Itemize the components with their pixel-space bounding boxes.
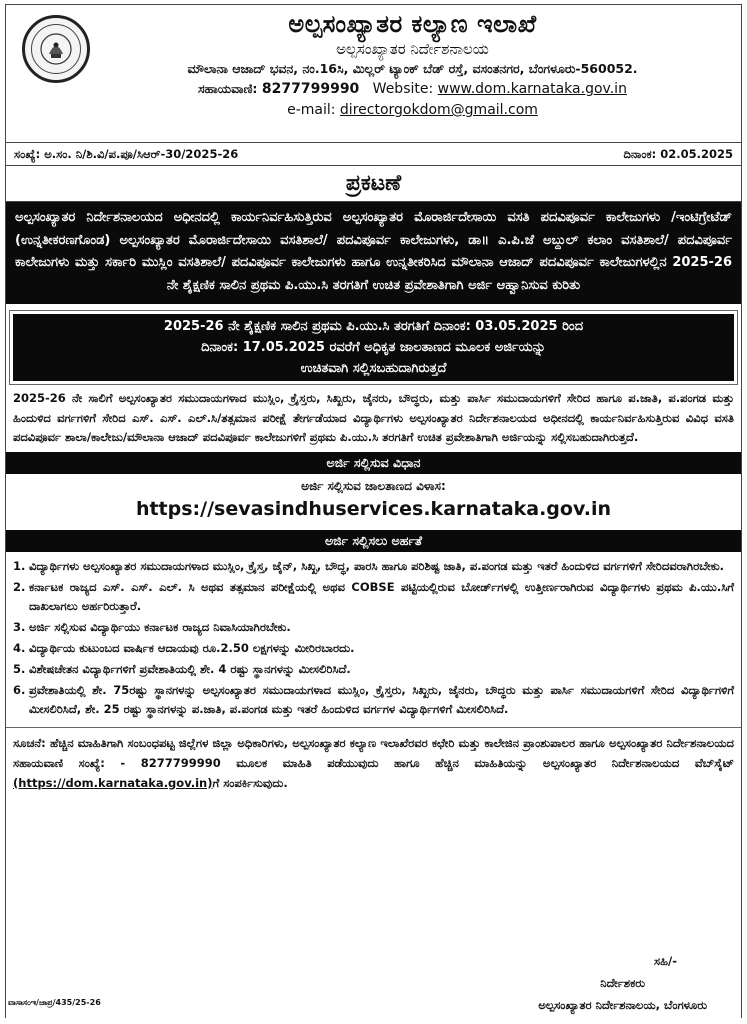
- dates-line-3: ಉಚಿತವಾಗಿ ಸಲ್ಲಿಸಬಹುದಾಗಿರುತ್ತದೆ: [300, 361, 447, 376]
- application-website-label: ಅರ್ಜಿ ಸಲ್ಲಿಸುವ ಜಾಲತಾಣದ ವಿಳಾಸ:: [301, 478, 446, 493]
- reference-number: ಸಂಖ್ಯೆ: ಅ.ಸಂ. ನಿ/ಶಿ.ವಿ/ಪ.ಪೂ/ಸಿಆರ್-30/2025-26: [14, 146, 239, 161]
- list-item: 1. ವಿದ್ಯಾರ್ಥಿಗಳು ಅಲ್ಪಸಂಖ್ಯಾತರ ಸಮುದಾಯಗಳಾದ ಮುಸ್ಲಿಂ, ಕ್ರೈಸ್ತ, ಜೈನ್, ಸಿಖ್ಖ, ಬೌದ್ಧ, ಪಾರಸಿ ಹಾಗೂ ಪರಿಶಿಷ್ಟ ಜಾತಿ, ಪ.ಪಂಗಡ ಮತ್ತು ಇತರೆ ಹಿಂದುಳಿದ ವರ್ಗಗಳಿಗೆ ಸೇರಿದವರಾಗಿರಬೇಕು.: [13, 558, 725, 573]
- department-title: ಅಲ್ಪಸಂಖ್ಯಾತರ ಕಲ್ಯಾಣ ಇಲಾಖೆ: [288, 10, 537, 38]
- note-label: ಸೂಚನೆ:: [13, 735, 46, 750]
- eligibility-paragraph: 2025-26 ನೇ ಸಾಲಿಗೆ ಅಲ್ಪಸಂಖ್ಯಾತರ ಸಮುದಾಯಗಳಾದ ಮುಸ್ಲಿಂ, ಕ್ರೈಸ್ತರು, ಸಿಖ್ಖರು, ಜೈನರು, ಬೌದ್ಧರು, ಮತ್ತು ಪಾರ್ಸಿ ಸಮುದಾಯಗಳಿಗೆ ಸೇರಿದ ಹಾಗೂ ಪ.ಜಾತಿ, ಪ.ಪಂಗಡ ಮತ್ತು ಹಿಂದುಳಿದ ವರ್ಗಗಳಿಗೆ ಸೇರಿದ ಎಸ್. ಎಸ್. ಎಲ್.ಸಿ/ತತ್ಸಮಾನ ಪರೀಕ್ಷೆ ತೇರ್ಗಡೆಯಾದ ವಿದ್ಯಾರ್ಥಿಗಳು ಅಲ್ಪಸಂಖ್ಯಾತರ ನಿರ್ದೇಶನಾಲಯದ ಅಧೀನದಲ್ಲಿ ಕಾರ್ಯನಿರ್ವಹಿಸುತ್ತಿರುವ ವಿವಿಧ ವಸತಿ ಪದವಿಪೂರ್ವ ಶಾಲಾ/ಕಾಲೇಜು/ಮೌಲಾನಾ ಆಜಾದ್ ಪದವಿಪೂರ್ವ ಕಾಲೇಜುಗಳಿಗೆ ಪ್ರಥಮ ಪಿ.ಯು.ಸಿ ತರಗತಿಗೆ ಉಚಿತ ಪ್ರವೇಶಾತಿಗಾಗಿ ಅರ್ಜಿಯನ್ನು ಸಲ್ಲಿಸಬಹುದಾಗಿರುತ್ತದೆ.: [13, 391, 734, 444]
- signatory-designation: ನಿರ್ದೇಶಕರು: [600, 976, 646, 990]
- reference-bar: [5, 142, 742, 166]
- application-dates-box: [9, 310, 738, 385]
- notice-intro: ಅಲ್ಪಸಂಖ್ಯಾತರ ನಿರ್ದೇಶನಾಲಯದ ಅಧೀನದಲ್ಲಿ ಕಾರ್ಯನಿರ್ವಹಿಸುತ್ತಿರುವ ಅಲ್ಪಸಂಖ್ಯಾತರ ಮೊರಾರ್ಜಿದೇಸಾಯಿ ವಸತಿ ಪದವಿಪೂರ್ವ ಕಾಲೇಜುಗಳು /ಇಂಟಿಗ್ರೇಟೆಡ್ (ಉನ್ನತೀಕರಣಗೊಂಡ) ಅಲ್ಪಸಂಖ್ಯಾತರ ಮೊರಾರ್ಜಿದೇಸಾಯಿ ವಸತಿಶಾಲೆ/ ಪದವಿಪೂರ್ವ ಕಾಲೇಜುಗಳು, ಡಾ॥ ಎ.ಪಿ.ಜೆ ಅಬ್ದುಲ್ ಕಲಾಂ ವಸತಿಶಾಲೆ/ ಪದವಿಪೂರ್ವ ಕಾಲೇಜುಗಳು ಮತ್ತು ಸರ್ಕಾರಿ ಮುಸ್ಲಿಂ ವಸತಿಶಾಲೆ/ ಪದವಿಪೂರ್ವ ಕಾಲೇಜುಗಳು ಹಾಗೂ ಉನ್ನತೀಕರಿಸಿದ ಮೌಲಾನಾ ಆಜಾದ್ ಪದವಿಪೂರ್ವ ಕಾಲೇಜುಗಳಲ್ಲಿನ 2025-26 ನೇ ಶೈಕ್ಷಣಿಕ ಸಾಲಿನ ಪ್ರಥಮ ಪಿ.ಯು.ಸಿ ತರಗತಿಗೆ ಉಚಿತ ಪ್ರವೇಶಾತಿಗಾಗಿ ಅರ್ಜಿ ಆಹ್ವಾನಿಸುವ ಕುರಿತು: [5, 202, 742, 304]
- email-link[interactable]: directorgokdom@gmail.com: [339, 102, 538, 118]
- email-row: [92, 100, 733, 121]
- list-item: 2. ಕರ್ನಾಟಕ ರಾಜ್ಯದ ಎಸ್. ಎಸ್. ಎಲ್. ಸಿ ಅಥವ ತತ್ಸಮಾನ ಪರೀಕ್ಷೆಯಲ್ಲಿ ಅಥವ COBSE ಪಟ್ಟಿಯಲ್ಲಿರುವ ಬೋರ್ಡ್‌ಗಳಲ್ಲಿ ಉತ್ತೀರ್ಣರಾಗಿರುವ ವಿದ್ಯಾರ್ಥಿಗಳು ಪ್ರಥಮ ಪಿ.ಯು.ಸಿಗೆ ದಾಖಲಾಗಲು ಅರ್ಹರಿರುತ್ತಾರೆ.: [13, 579, 734, 613]
- application-website-link[interactable]: https://sevasindhuservices.karnataka.gov.in: [135, 497, 612, 520]
- list-item: 5. ವಿಶೇಷಚೇತನ ವಿದ್ಯಾರ್ಥಿಗಳಿಗೆ ಪ್ರವೇಶಾತಿಯಲ್ಲಿ ಶೇ. 4 ರಷ್ಟು ಸ್ಥಾನಗಳನ್ನು ಮೀಸಲಿರಿಸಿದೆ.: [13, 661, 351, 676]
- helpline-number: 8277799990: [261, 81, 360, 97]
- directorate-title: ಅಲ್ಪಸಂಖ್ಯಾತರ ನಿರ್ದೇಶನಾಲಯ: [336, 40, 489, 58]
- letterhead: [5, 4, 742, 142]
- list-item: 3. ಅರ್ಜಿ ಸಲ್ಲಿಸುವ ವಿದ್ಯಾರ್ಥಿಯು ಕರ್ನಾಟಕ ರಾಜ್ಯದ ನಿವಾಸಿಯಾಗಿರಬೇಕು.: [13, 619, 291, 634]
- application-website-box: [5, 474, 742, 530]
- note-text: ಹೆಚ್ಚಿನ ಮಾಹಿತಿಗಾಗಿ ಸಂಬಂಧಪಟ್ಟ ಜಿಲ್ಲೆಗಳ ಜಿಲ್ಲಾ ಅಧಿಕಾರಿಗಳು, ಅಲ್ಪಸಂಖ್ಯಾತರ ಕಲ್ಯಾಣ ಇಲಾಖೆರವರ ಕಛೇರಿ ಮತ್ತು ಕಾಲೇಜಿನ ಪ್ರಾಂಶುಪಾಲರ ಹಾಗೂ ಅಲ್ಪಸಂಖ್ಯಾತರ ನಿರ್ದೇಶನಾಲಯದ ಸಹಾಯವಾಣಿ ಸಂಖ್ಯೆ: - 8277799990 ಮೂಲಕ ಮಾಹಿತಿ ಪಡೆಯುವುದು ಹಾಗೂ ಹೆಚ್ಚಿನ ಮಾಹಿತಿಯನ್ನು ಅಲ್ಪಸಂಖ್ಯಾತರ ನಿರ್ದೇಶನಾಲಯದ ವೆಬ್‌ಸೈಟ್: [13, 735, 734, 770]
- website-link[interactable]: www.dom.karnataka.gov.in: [437, 81, 627, 97]
- dates-line-2: ದಿನಾಂಕ: 17.05.2025 ರವರೆಗೆ ಅಧಿಕೃತ ಜಾಲತಾಣದ ಮೂಲಕ ಅರ್ಜಿಯನ್ನು: [201, 340, 546, 355]
- note-text-end: ಗೆ ಸಂಪರ್ಕಿಸುವುದು.: [212, 775, 288, 790]
- application-method-heading: ಅರ್ಜಿ ಸಲ್ಲಿಸುವ ವಿಧಾನ: [5, 452, 742, 474]
- notice-title: ಪ್ರಕಟಣೆ: [5, 166, 742, 202]
- karnataka-emblem-icon: [22, 15, 90, 83]
- signature-block: [538, 950, 707, 1016]
- footer-reference: ವಾಸಾಸಂಇ/ಜಾಪ್ರ/435/25-26: [8, 998, 101, 1007]
- dates-line-1: 2025-26 ನೇ ಶೈಕ್ಷಣಿಕ ಸಾಲಿನ ಪ್ರಥಮ ಪಿ.ಯು.ಸಿ ತರಗತಿಗೆ ದಿನಾಂಕ: 03.05.2025 ರಿಂದ: [163, 319, 584, 334]
- list-item: 4. ವಿದ್ಯಾರ್ಥಿಯ ಕುಟುಂಬದ ವಾರ್ಷಿಕ ಆದಾಯವು ರೂ.2.50 ಲಕ್ಷಗಳನ್ನು ಮೀರಿರಬಾರದು.: [13, 640, 355, 655]
- signatory-office: ಅಲ್ಪಸಂಖ್ಯಾತರ ನಿರ್ದೇಶನಾಲಯ, ಬೆಂಗಳೂರು: [538, 998, 707, 1012]
- signed-mark: ಸಹಿ/-: [654, 954, 677, 968]
- note-section: [5, 727, 742, 793]
- note-website-link[interactable]: (https://dom.karnataka.gov.in): [13, 775, 213, 790]
- helpline-label: ಸಹಾಯವಾಣಿ:: [198, 81, 258, 96]
- office-address: ಮೌಲಾನಾ ಆಜಾದ್ ಭವನ, ನಂ.16ಸಿ, ಮಿಲ್ಲರ್ ಟ್ಯಾಂಕ್ ಬೆಡ್ ರಸ್ತೆ, ವಸಂತನಗರ, ಬೆಂಗಳೂರು-560052.: [187, 61, 638, 76]
- list-item: 6. ಪ್ರವೇಶಾತಿಯಲ್ಲಿ ಶೇ. 75ರಷ್ಟು ಸ್ಥಾನಗಳನ್ನು ಅಲ್ಪಸಂಖ್ಯಾತರ ಸಮುದಾಯಗಳಾದ ಮುಸ್ಲಿಂ, ಕ್ರೈಸ್ತರು, ಸಿಖ್ಖರು, ಜೈನರು, ಬೌದ್ಧರು ಮತ್ತು ಪಾರ್ಸಿ ಸಮುದಾಯಗಳಿಗೆ ಸೇರಿದ ವಿದ್ಯಾರ್ಥಿಗಳಿಗೆ ಮೀಸಲಿರಿಸಿದೆ, ಶೇ. 25 ರಷ್ಟು ಸ್ಥಾನಗಳನ್ನು ಪ.ಜಾತಿ, ಪ.ಪಂಗಡ ಮತ್ತು ಇತರೆ ಹಿಂದುಳಿದ ವರ್ಗಗಳ ವಿದ್ಯಾರ್ಥಿಗಳಿಗೆ ಮೀಸಲಿರಿಸಿದೆ.: [13, 682, 734, 716]
- email-label: e-mail:: [287, 102, 336, 118]
- eligibility-heading: ಅರ್ಜಿ ಸಲ್ಲಿಸಲು ಅರ್ಹತೆ: [5, 530, 742, 552]
- eligibility-rules: [5, 552, 742, 719]
- reference-date: ದಿನಾಂಕ: 02.05.2025: [623, 146, 733, 161]
- website-label: Website:: [372, 81, 434, 97]
- helpline-website-row: [92, 78, 733, 100]
